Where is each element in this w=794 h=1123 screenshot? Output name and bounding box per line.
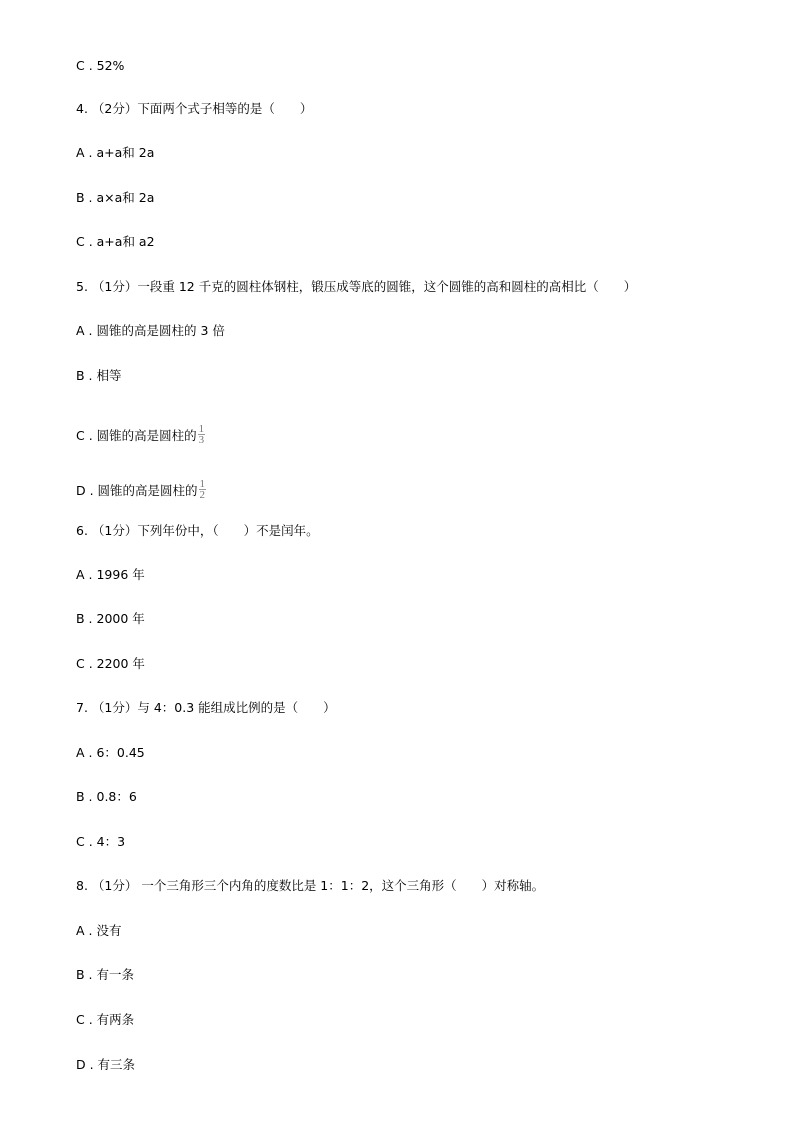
answer-option [76, 234, 155, 250]
question-text [76, 878, 544, 894]
option-label: B . 2000 年 [76, 611, 145, 626]
answer-option [76, 656, 145, 672]
question-text [76, 700, 336, 716]
option-label: C . 圆锥的高是圆柱的 [76, 428, 197, 443]
option-label: B . 相等 [76, 368, 122, 383]
fraction-denominator: 3 [198, 434, 205, 446]
option-label: C . 4：3 [76, 834, 126, 849]
fraction [198, 424, 206, 445]
answer-option [76, 1057, 135, 1073]
answer-option [76, 190, 154, 206]
option-label: C . 2200 年 [76, 656, 145, 671]
option-label: B . a×a和 2a [76, 190, 155, 205]
answer-option [76, 368, 122, 384]
option-label: C . 52% [76, 58, 125, 73]
answer-option [76, 145, 154, 161]
fraction [199, 479, 207, 500]
question-text [76, 101, 312, 117]
option-label: D . 圆锥的高是圆柱的 [76, 483, 198, 498]
option-label: B . 0.8：6 [76, 789, 137, 804]
answer-option [76, 923, 121, 939]
option-label: A . 圆锥的高是圆柱的 3 倍 [76, 323, 225, 338]
question-label: 7. （1分）与 4：0.3 能组成比例的是（ ） [76, 700, 336, 715]
question-label: 8. （1分） 一个三角形三个内角的度数比是 1：1：2，这个三角形（ ）对称轴。 [76, 878, 545, 893]
answer-option [76, 323, 225, 339]
option-label: C . a+a和 a2 [76, 234, 155, 249]
option-label: A . 6：0.45 [76, 745, 145, 760]
answer-option [76, 789, 137, 805]
answer-option [76, 424, 205, 445]
fraction-denominator: 2 [199, 489, 206, 501]
question-label: 5. （1分）一段重 12 千克的圆柱体钢柱，锻压成等底的圆锥，这个圆锥的高和圆柱的高相比（ ） [76, 279, 637, 294]
question-label: 4. （2分）下面两个式子相等的是（ ） [76, 101, 313, 116]
answer-option [76, 1012, 134, 1028]
option-label: D . 有三条 [76, 1057, 136, 1072]
question-label: 6. （1分）下列年份中，（ ）不是闰年。 [76, 523, 319, 538]
answer-option [76, 745, 145, 761]
answer-option [76, 58, 124, 74]
fraction-numerator: 1 [199, 478, 206, 490]
option-label: A . 1996 年 [76, 567, 145, 582]
option-label: A . a+a和 2a [76, 145, 155, 160]
answer-option [76, 611, 145, 627]
question-text [76, 523, 319, 539]
fraction-numerator: 1 [198, 423, 205, 435]
option-label: B . 有一条 [76, 967, 134, 982]
option-label: C . 有两条 [76, 1012, 135, 1027]
answer-option [76, 567, 145, 583]
question-text [76, 279, 636, 295]
answer-option [76, 479, 206, 500]
answer-option [76, 967, 134, 983]
option-label: A . 没有 [76, 923, 122, 938]
answer-option [76, 834, 125, 850]
